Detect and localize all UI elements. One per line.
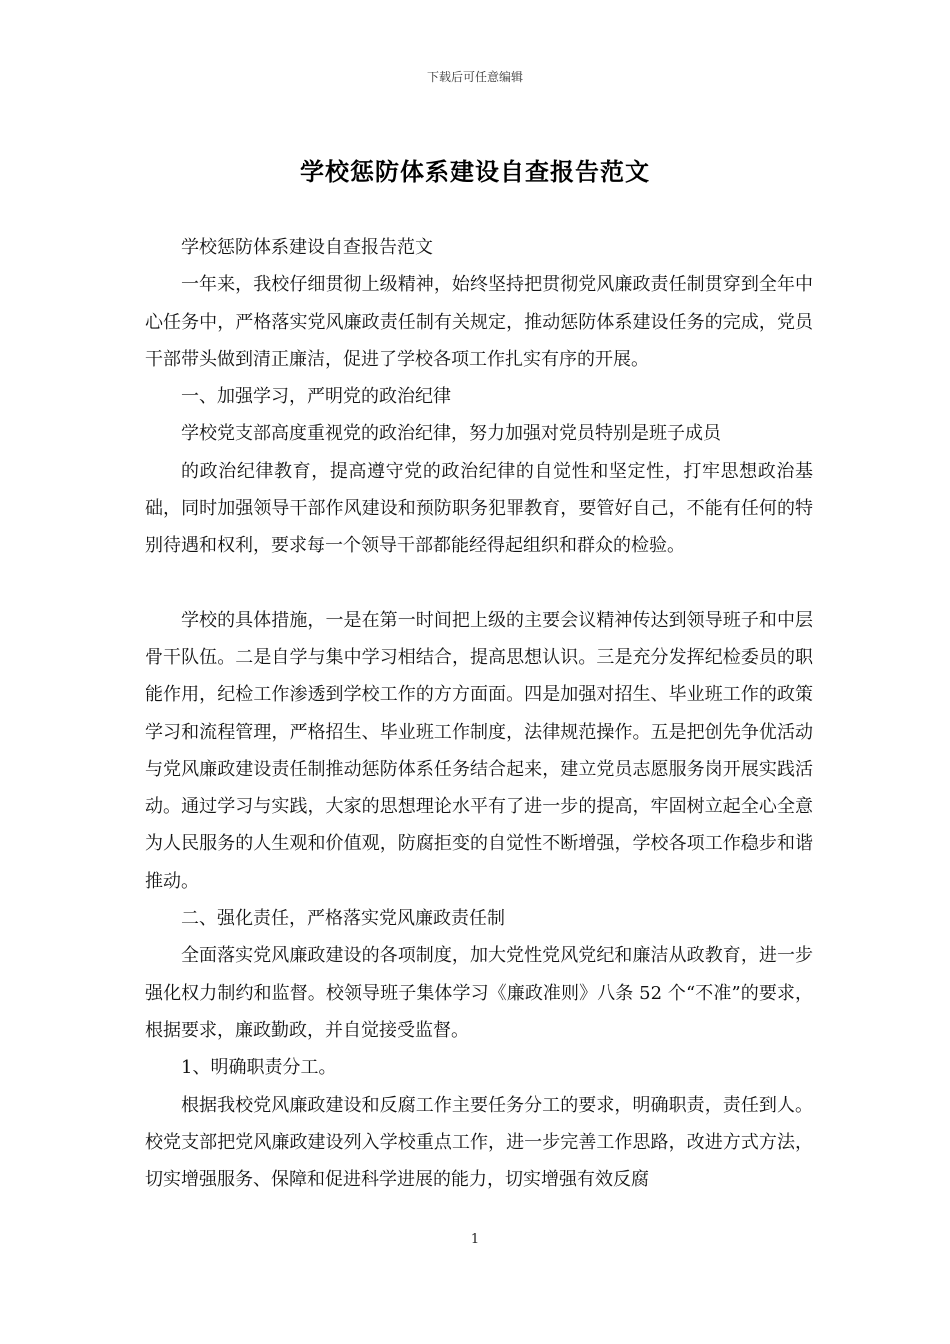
- paragraph: 学校党支部高度重视党的政治纪律，努力加强对党员特别是班子成员: [181, 423, 721, 445]
- section-heading-2: 二、强化责任，严格落实党风廉政责任制: [181, 908, 505, 930]
- document-body: [145, 229, 813, 1198]
- paragraph: 根据我校党风廉政建设和反腐工作主要任务分工的要求，明确职责，责任到人。校党支部把党风廉政建设列入学校重点工作，进一步完善工作思路，改进方式方法，切实增强服务、保障和促进科学进展的能力，切实增强有效反腐: [145, 1094, 813, 1191]
- page-number: 1: [470, 1232, 480, 1247]
- header-note: 下载后可任意编辑: [426, 70, 523, 84]
- document-title: 学校惩防体系建设自查报告范文: [300, 157, 650, 186]
- section-heading-1: 一、加强学习，严明党的政治纪律: [181, 386, 451, 408]
- paragraph-subtitle: 学校惩防体系建设自查报告范文: [181, 237, 433, 258]
- paragraph-intro: 一年来，我校仔细贯彻上级精神，始终坚持把贯彻党风廉政责任制贯穿到全年中心任务中，严格落实党风廉政责任制有关规定，推动惩防体系建设任务的完成，党员干部带头做到清正廉洁，促进了学校各项工作扎实有序的开展。: [145, 274, 813, 370]
- paragraph: 全面落实党风廉政建设的各项制度，加大党性党风党纪和廉洁从政教育，进一步强化权力制约和监督。校领导班子集体学习《廉政准则》八条 52 个“不准”的要求，根据要求，廉政勤政，并自觉接受监督。: [145, 945, 813, 1041]
- paragraph: 学校的具体措施，一是在第一时间把上级的主要会议精神传达到领导班子和中层骨干队伍。二是自学与集中学习相结合，提高思想认识。三是充分发挥纪检委员的职能作用，纪检工作渗透到学校工作的方方面面。四是加强对招生、毕业班工作的政策学习和流程管理，严格招生、毕业班工作制度，法律规范操作。五是把创先争优活动与党风廉政建设责任制推动惩防体系任务结合起来，建立党员志愿服务岗开展实践活动。通过学习与实践，大家的思想理论水平有了进一步的提高，牢固树立起全心全意为人民服务的人生观和价值观，防腐拒变的自觉性不断增强，学校各项工作稳步和谐推动。: [145, 609, 813, 892]
- subsection-heading-1: 1、明确职责分工。: [181, 1057, 337, 1079]
- paragraph: 的政治纪律教育，提高遵守党的政治纪律的自觉性和坚定性，打牢思想政治基础，同时加强领导干部作风建设和预防职务犯罪教育，要管好自己，不能有任何的特别待遇和权利，要求每一个领导干部都能经得起组织和群众的检验。: [145, 460, 813, 557]
- blank-line: [145, 565, 813, 602]
